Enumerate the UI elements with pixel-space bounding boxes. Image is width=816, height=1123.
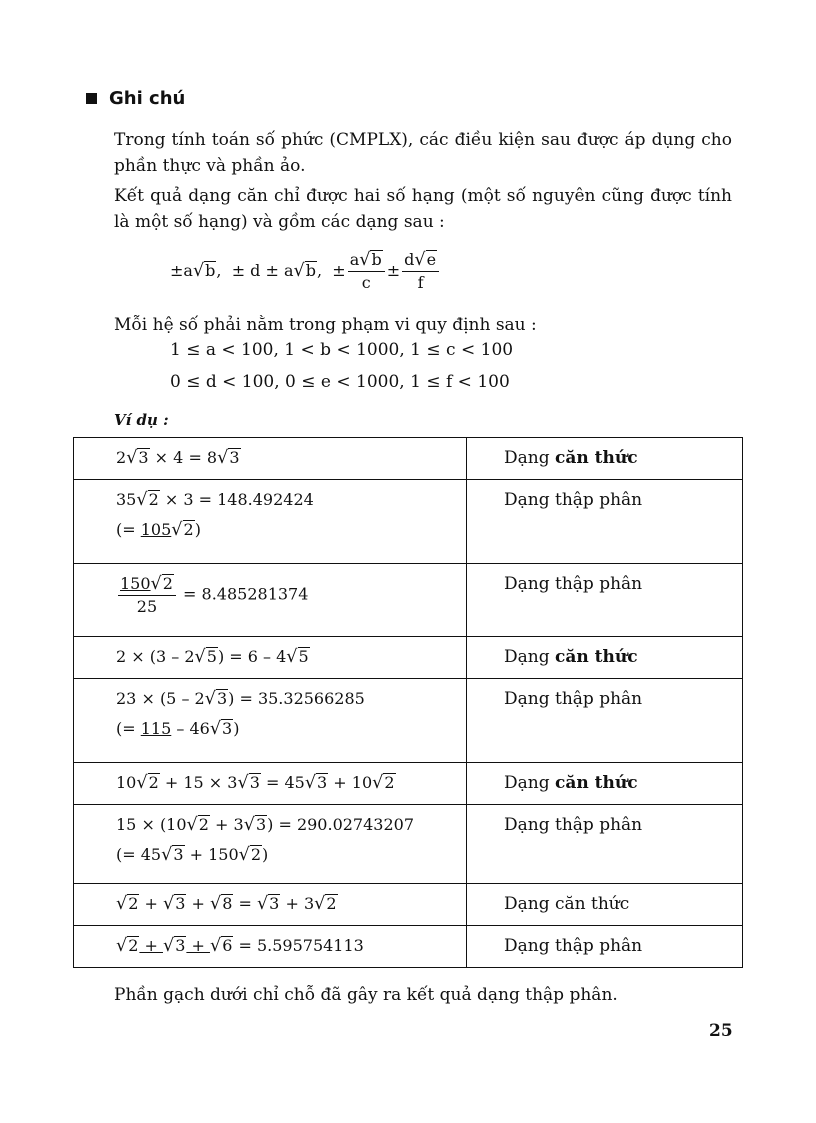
example-label: Ví dụ : bbox=[114, 411, 169, 429]
square-bullet-icon bbox=[86, 93, 97, 104]
expr-part: + bbox=[186, 936, 210, 955]
expr-part: = bbox=[233, 894, 257, 913]
radicand: 3 bbox=[229, 448, 240, 468]
result-type-cell: Dạng thập phân bbox=[467, 926, 743, 968]
expr-part: 35 bbox=[116, 490, 137, 509]
type-prefix: Dạng bbox=[504, 448, 555, 468]
result-type-cell: Dạng thập phân bbox=[467, 564, 743, 637]
expr-part: × 4 = 8 bbox=[149, 448, 218, 467]
expr-part: + 3 bbox=[280, 894, 315, 913]
expr-part: ) = 290.02743207 bbox=[267, 815, 415, 834]
intro-paragraph-2: Kết quả dạng căn chỉ được hai số hạng (một số nguyên cũng được tính là một số hạng) và gồm các dạng sau : bbox=[114, 186, 732, 232]
range-line-2: 0 ≤ d < 100, 0 ≤ e < 1000, 1 ≤ f < 100 bbox=[170, 372, 510, 392]
expression-cell bbox=[74, 926, 467, 968]
range-line-1: 1 ≤ a < 100, 1 < b < 1000, 1 ≤ c < 100 bbox=[170, 340, 514, 360]
radicand: 2 bbox=[128, 894, 139, 914]
form1-prefix: ±a bbox=[170, 261, 193, 281]
expression-cell: 2 √ 3 × 4 = 8 √ 3 bbox=[74, 438, 467, 480]
expr-part: ) bbox=[262, 844, 269, 864]
table-row bbox=[74, 763, 743, 805]
expr-part: (= bbox=[116, 718, 141, 738]
radicand: 3 bbox=[138, 448, 149, 468]
frac2-coef: d bbox=[404, 250, 415, 269]
expr-part: + bbox=[139, 894, 163, 913]
footnote: Phần gạch dưới chỉ chỗ đã gây ra kết quả dạng thập phân. bbox=[114, 985, 618, 1005]
form3-fraction-1: a √ b c bbox=[348, 250, 385, 292]
result-type-cell bbox=[467, 763, 743, 805]
result-type-cell bbox=[467, 637, 743, 679]
frac2-radicand: e bbox=[426, 250, 437, 270]
radicand: 3 bbox=[222, 718, 233, 738]
radicand: 2 bbox=[326, 894, 337, 914]
result-type-cell: Dạng thập phân bbox=[467, 805, 743, 884]
underlined-part: 105 bbox=[140, 519, 172, 539]
expr-part: × 3 = 148.492424 bbox=[159, 490, 314, 509]
frac1-coef: a bbox=[349, 250, 360, 269]
radicand: 3 bbox=[173, 844, 184, 864]
result-type-cell: Dạng thập phân bbox=[467, 679, 743, 763]
radicand: 2 bbox=[148, 773, 159, 793]
examples-table bbox=[73, 437, 743, 968]
separator: , bbox=[317, 261, 333, 281]
page-number: 25 bbox=[709, 1021, 733, 1041]
expr-part: + 3 bbox=[209, 815, 244, 834]
result-type-cell: Dạng thập phân bbox=[467, 480, 743, 564]
result-type-cell bbox=[467, 438, 743, 480]
expression-cell: 10 √ 2 + 15 × 3 √ 3 = 45 √ 3 + 10 √ 2 bbox=[74, 763, 467, 805]
underlined-part: 115 bbox=[140, 718, 172, 738]
underlined-part: 150 bbox=[120, 574, 151, 593]
expr-part: ) = 35.32566285 bbox=[228, 689, 365, 708]
table-row bbox=[74, 679, 743, 763]
form3-mid-sign: ± bbox=[386, 261, 401, 281]
section-title: Ghi chú bbox=[109, 88, 186, 109]
radicand: 8 bbox=[222, 894, 233, 914]
expr-part: = 45 bbox=[260, 773, 305, 792]
radicand: 2 bbox=[384, 773, 395, 793]
expr-part: = 8.485281374 bbox=[177, 584, 309, 604]
expression-cell: 150 √ 2 25 = 8.485281374 bbox=[74, 564, 467, 637]
expr-part: (= bbox=[116, 519, 141, 539]
expr-part: (= 45 bbox=[116, 844, 162, 864]
underlined-sum: √ 2 + √ 3 + √ 6 bbox=[116, 936, 233, 956]
type-prefix: Dạng bbox=[504, 647, 555, 667]
radicand: 5 bbox=[298, 647, 309, 667]
expr-part: 2 bbox=[116, 448, 127, 467]
radicand: 3 bbox=[175, 894, 186, 914]
table-row bbox=[74, 637, 743, 679]
expr-part: – 46 bbox=[171, 718, 210, 738]
intro-paragraph-1: Trong tính toán số phức (CMPLX), các điều kiện sau được áp dụng cho phần thực và phần ảo. bbox=[114, 130, 732, 176]
radicand: 2 bbox=[183, 519, 194, 539]
type-bold: căn thức bbox=[555, 448, 638, 468]
frac2-denominator: f bbox=[417, 272, 424, 292]
expr-part: + 15 × 3 bbox=[159, 773, 238, 792]
expression-cell: 15 × (10 √ 2 + 3 √ 3 ) = 290.02743207 (= 45 √ 3 + 150 √ 2 ) bbox=[74, 805, 467, 884]
expr-part: + 150 bbox=[184, 844, 239, 864]
form1-radical: √ b bbox=[192, 260, 216, 281]
expression-cell: 23 × (5 – 2 √ 3 ) = 35.32566285 (= 115 – 46 √ 3 ) bbox=[74, 679, 467, 763]
separator: , bbox=[216, 261, 232, 281]
expr-part: ) bbox=[194, 519, 201, 539]
radicand: 3 bbox=[317, 773, 328, 793]
table-row bbox=[74, 926, 743, 968]
expr-part: 10 bbox=[116, 773, 137, 792]
table-row bbox=[74, 438, 743, 480]
radicand: 2 bbox=[162, 574, 173, 594]
expr-part: ) = 6 – 4 bbox=[217, 647, 287, 666]
expression-cell: 35 √ 2 × 3 = 148.492424 (= 105 √ 2 ) bbox=[74, 480, 467, 564]
expr-part: 23 × (5 – 2 bbox=[116, 689, 205, 708]
type-prefix: Dạng bbox=[504, 773, 555, 793]
table-row bbox=[74, 480, 743, 564]
form3-fraction-2: d √ e f bbox=[402, 250, 439, 292]
denominator: 25 bbox=[136, 596, 158, 616]
radicand: 3 bbox=[269, 894, 280, 914]
expr-part: = 5.595754113 bbox=[233, 936, 364, 955]
coefficient-paragraph: Mỗi hệ số phải nằm trong phạm vi quy định sau : bbox=[114, 315, 537, 335]
form2-radical: √ b bbox=[293, 260, 317, 281]
radicand: 3 bbox=[249, 773, 260, 793]
type-bold: căn thức bbox=[555, 647, 638, 667]
frac1-radicand: b bbox=[371, 250, 382, 270]
result-type-cell: Dạng căn thức bbox=[467, 884, 743, 926]
expression-cell: 2 × (3 – 2 √ 5 ) = 6 – 4 √ 5 bbox=[74, 637, 467, 679]
expression-cell: √ 2 + √ 3 + √ 8 = √ 3 + 3 √ 2 bbox=[74, 884, 467, 926]
radicand: 5 bbox=[206, 647, 217, 667]
radicand: 2 bbox=[148, 490, 159, 510]
expr-part: + 10 bbox=[328, 773, 373, 792]
radicand: 6 bbox=[222, 936, 233, 956]
expr-part: 15 × (10 bbox=[116, 815, 187, 834]
radicand: 2 bbox=[128, 936, 139, 956]
form3-sign: ± bbox=[332, 261, 346, 281]
expr-part: ) bbox=[233, 718, 240, 738]
radicand: 3 bbox=[255, 815, 267, 835]
radicand: 3 bbox=[216, 689, 228, 709]
radicand: 2 bbox=[198, 815, 209, 835]
frac1-denominator: c bbox=[361, 272, 371, 292]
type-bold: căn thức bbox=[555, 773, 638, 793]
table-row bbox=[74, 564, 743, 637]
expr-part: + bbox=[139, 936, 163, 955]
radicand: 2 bbox=[250, 844, 262, 864]
form2-prefix: ± d ± a bbox=[231, 261, 294, 281]
radicand: 3 bbox=[175, 936, 186, 956]
table-row bbox=[74, 884, 743, 926]
radical-forms bbox=[170, 250, 441, 292]
section-heading bbox=[86, 88, 185, 109]
table-row bbox=[74, 805, 743, 884]
expr-part: 2 × (3 – 2 bbox=[116, 647, 195, 666]
expr-part: + bbox=[186, 894, 210, 913]
